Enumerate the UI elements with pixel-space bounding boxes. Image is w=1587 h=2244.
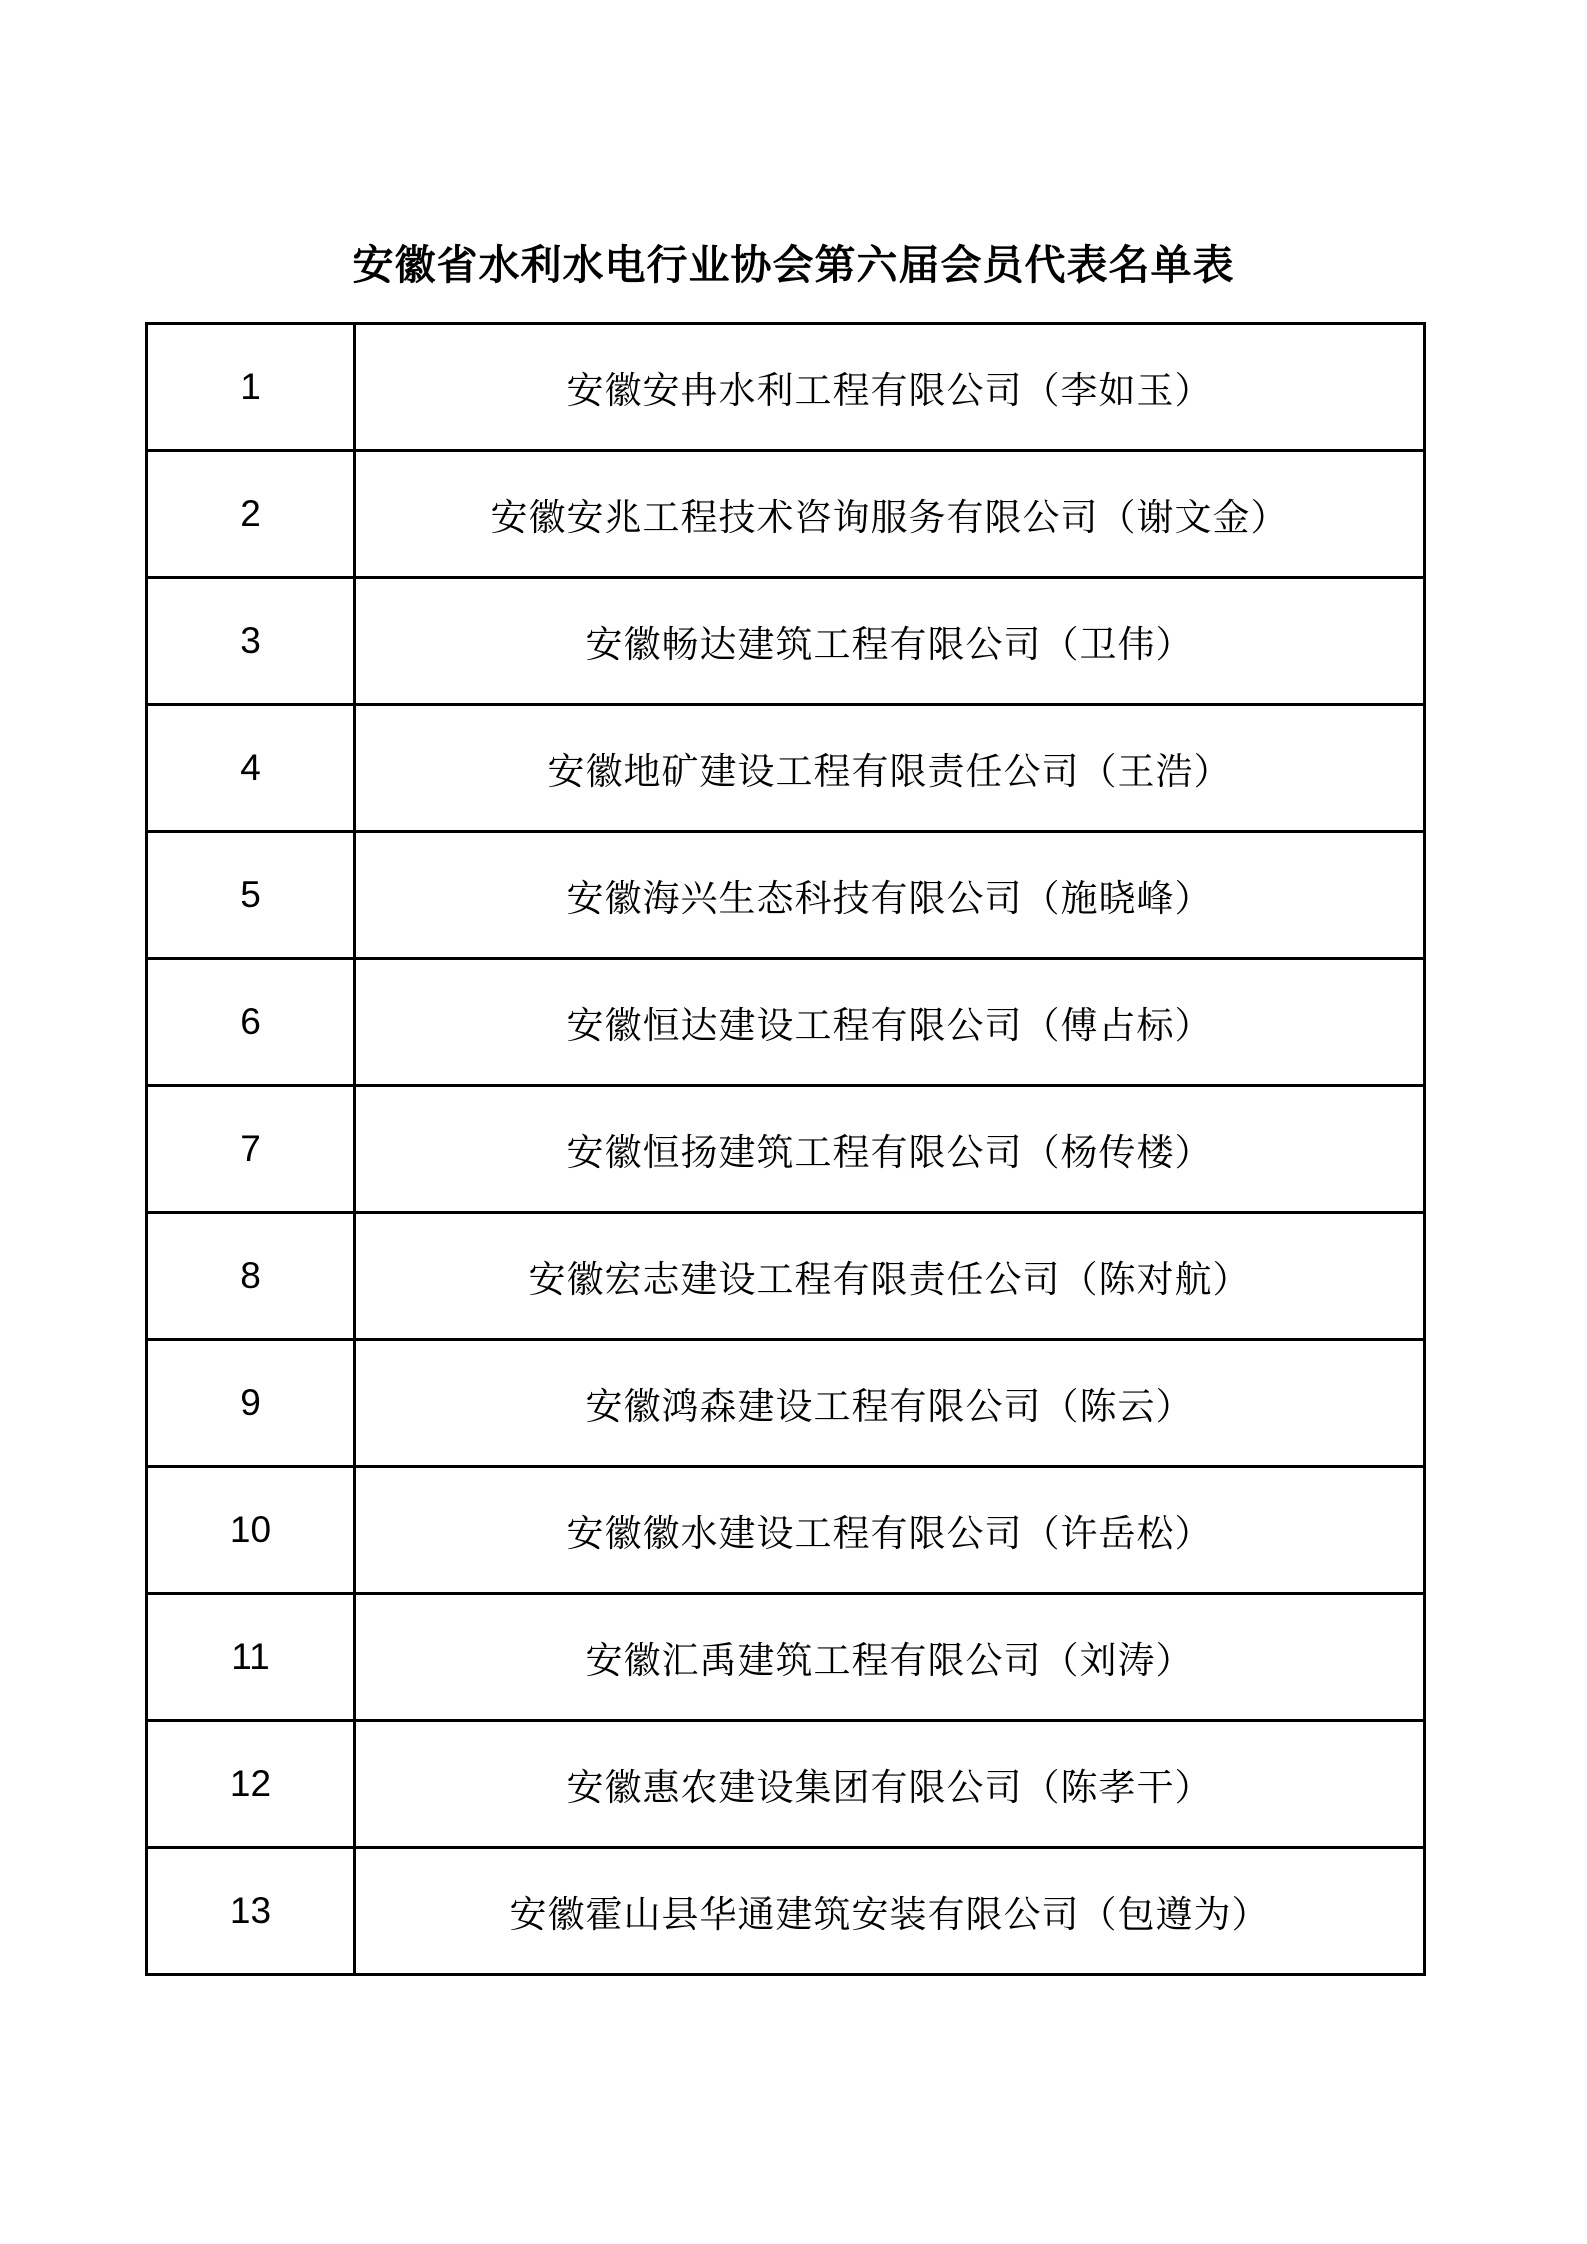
table-row [147,959,1425,1086]
row-number: 10 [147,1467,355,1594]
row-number: 2 [147,451,355,578]
row-number: 9 [147,1340,355,1467]
company-name: 安徽恒扬建筑工程有限公司（杨传楼） [355,1086,1425,1213]
company-name: 安徽地矿建设工程有限责任公司（王浩） [355,705,1425,832]
row-number: 13 [147,1848,355,1975]
table-row [147,1848,1425,1975]
company-name: 安徽霍山县华通建筑安装有限公司（包遵为） [355,1848,1425,1975]
company-name: 安徽海兴生态科技有限公司（施晓峰） [355,832,1425,959]
row-number: 3 [147,578,355,705]
member-list-table [145,322,1426,1976]
company-name: 安徽徽水建设工程有限公司（许岳松） [355,1467,1425,1594]
table-row [147,1340,1425,1467]
table-row [147,578,1425,705]
table-row [147,832,1425,959]
table-row [147,1086,1425,1213]
table-row [147,324,1425,451]
row-number: 4 [147,705,355,832]
row-number: 12 [147,1721,355,1848]
company-name: 安徽安兆工程技术咨询服务有限公司（谢文金） [355,451,1425,578]
company-name: 安徽恒达建设工程有限公司（傅占标） [355,959,1425,1086]
table-row [147,1721,1425,1848]
company-name: 安徽鸿森建设工程有限公司（陈云） [355,1340,1425,1467]
company-name: 安徽安冉水利工程有限公司（李如玉） [355,324,1425,451]
company-name: 安徽畅达建筑工程有限公司（卫伟） [355,578,1425,705]
page-title: 安徽省水利水电行业协会第六届会员代表名单表 [352,242,1235,288]
company-name: 安徽汇禹建筑工程有限公司（刘涛） [355,1594,1425,1721]
row-number: 7 [147,1086,355,1213]
table-row [147,451,1425,578]
row-number: 8 [147,1213,355,1340]
table-row [147,705,1425,832]
company-name: 安徽惠农建设集团有限公司（陈孝干） [355,1721,1425,1848]
row-number: 5 [147,832,355,959]
table-row [147,1213,1425,1340]
row-number: 1 [147,324,355,451]
company-name: 安徽宏志建设工程有限责任公司（陈对航） [355,1213,1425,1340]
row-number: 6 [147,959,355,1086]
table-row [147,1467,1425,1594]
table-row [147,1594,1425,1721]
row-number: 11 [147,1594,355,1721]
